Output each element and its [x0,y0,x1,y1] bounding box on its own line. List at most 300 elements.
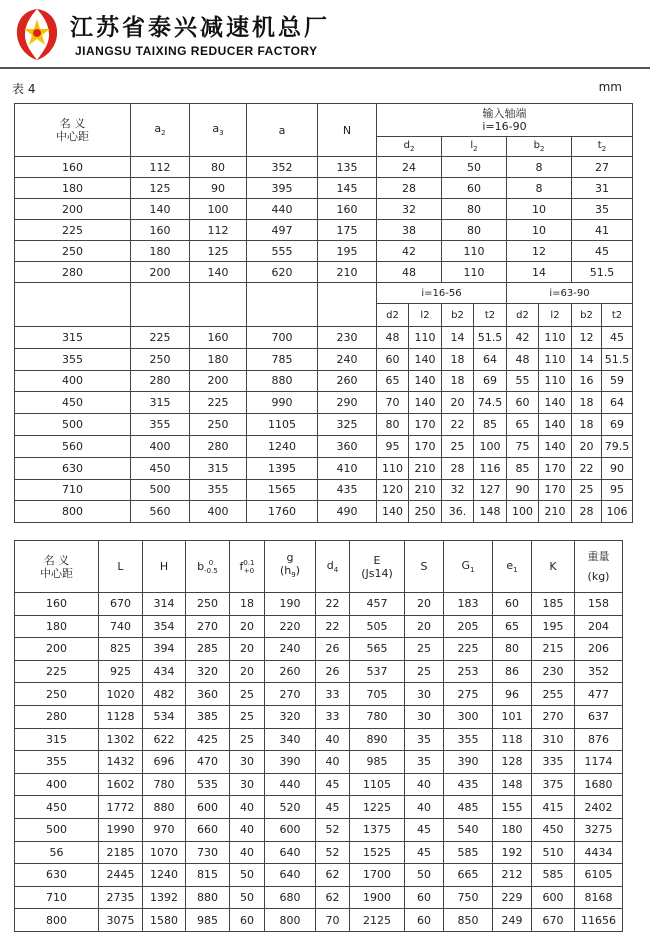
sub-header-row [15,283,633,304]
table-cell: 140 [409,348,442,370]
table-cell: 86 [493,660,532,683]
t2-header-L: L [99,541,143,593]
table-row [15,435,633,457]
table-cell: 800 [15,909,99,932]
table-cell: 110 [539,348,572,370]
table-cell: 95 [602,479,633,501]
table-cell: 128 [493,751,532,774]
table-cell: 8 [507,178,572,199]
table-cell: 400 [15,773,99,796]
table-cell: 630 [15,864,99,887]
header-b2-sub: 2 [539,145,545,153]
table-cell: 50 [230,886,265,909]
table-cell: 100 [507,501,539,523]
table-cell: 40 [316,751,350,774]
table-cell: 125 [131,178,190,199]
table-cell: 32 [377,199,442,220]
table-cell: 250 [15,683,99,706]
table-cell: 670 [532,909,575,932]
table-cell: 12 [572,327,602,349]
table-cell: 65 [493,615,532,638]
table-cell: 450 [15,392,131,414]
table-cell: 434 [143,660,186,683]
t2-header-G1-text: G [461,558,471,572]
table-cell: 270 [186,615,230,638]
table-cell: 660 [186,818,230,841]
table-cell: 285 [186,638,230,661]
table-row [15,178,633,199]
table-cell: 26 [316,638,350,661]
table-cell: 325 [318,414,377,436]
table-cell: 195 [318,241,377,262]
table-cell: 90 [507,479,539,501]
table-cell: 14 [442,327,474,349]
table-cell: 3075 [99,909,143,932]
table-row [15,241,633,262]
table-cell: 33 [316,705,350,728]
table-cell: 112 [190,220,247,241]
table-cell: 435 [318,479,377,501]
table-cell: 375 [532,773,575,796]
table-cell: 75 [507,435,539,457]
table-cell: 355 [190,479,247,501]
table-cell: 1525 [350,841,405,864]
table-cell: 485 [444,796,493,819]
table-cell: 33 [316,683,350,706]
table-cell: 60 [230,909,265,932]
table-cell: 200 [190,370,247,392]
table-cell: 212 [493,864,532,887]
ratio-range-header: i=16-56 [377,283,507,304]
table-cell: 64 [602,392,633,414]
table-cell: 280 [15,705,99,728]
table-row [15,220,633,241]
table-cell: 79.5 [602,435,633,457]
table-cell: 355 [444,728,493,751]
blank-cell [318,283,377,327]
table-cell: 45 [316,773,350,796]
table-cell: 876 [575,728,623,751]
table-cell: 80 [442,199,507,220]
table-cell: 270 [265,683,316,706]
table-cell: 160 [318,199,377,220]
header-n: N [318,104,377,157]
table-cell: 48 [507,348,539,370]
table-cell: 1375 [350,818,405,841]
header-b2 [507,137,572,157]
table-cell: 415 [532,796,575,819]
table-cell: 85 [507,457,539,479]
table-cell: 230 [532,660,575,683]
table-cell: 510 [532,841,575,864]
table-cell: 22 [316,593,350,616]
sub-column-header: d2 [377,304,409,327]
table-cell: 180 [15,178,131,199]
table-cell: 210 [539,501,572,523]
t2-header-g [265,541,316,593]
table-cell: 31 [572,178,633,199]
t2-header-E-tol: (Js14) [361,566,393,580]
table-cell: 200 [15,638,99,661]
table-cell: 25 [405,660,444,683]
table-cell: 315 [131,392,190,414]
table-cell: 40 [230,818,265,841]
table-cell: 229 [493,886,532,909]
table-cell: 38 [377,220,442,241]
sub-column-header: l2 [409,304,442,327]
table-cell: 74.5 [474,392,507,414]
table-row [15,796,623,819]
table-cell: 135 [318,157,377,178]
t2-header-weight [575,541,623,593]
company-logo-icon [12,5,62,63]
table-cell: 560 [15,435,131,457]
table-cell: 50 [405,864,444,887]
table-cell: 28 [377,178,442,199]
table-cell: 6105 [575,864,623,887]
t2-header-weight-text: 重量 [587,549,610,563]
table-cell: 8168 [575,886,623,909]
table-cell: 51.5 [602,348,633,370]
table-cell: 250 [186,593,230,616]
table-cell: 2735 [99,886,143,909]
table-cell: 560 [131,501,190,523]
table-cell: 45 [316,796,350,819]
table-cell: 106 [602,501,633,523]
table-cell: 280 [190,435,247,457]
table-cell: 18 [442,370,474,392]
table-cell: 140 [539,435,572,457]
table-cell: 52 [316,818,350,841]
table-cell: 140 [190,262,247,283]
table-row [15,479,633,501]
table-cell: 42 [507,327,539,349]
table-cell: 200 [131,262,190,283]
table-cell: 14 [507,262,572,283]
table-cell: 1020 [99,683,143,706]
table-cell: 1302 [99,728,143,751]
company-name-english: JIANGSU TAIXING REDUCER FACTORY [75,44,318,58]
table-cell: 206 [575,638,623,661]
table-cell: 696 [143,751,186,774]
t2-header-g-tol-sub: 9 [291,571,296,580]
table-cell: 90 [602,457,633,479]
table-cell: 497 [247,220,318,241]
table-cell: 40 [405,773,444,796]
table-cell: 210 [409,457,442,479]
table-cell: 700 [247,327,318,349]
table-cell: 585 [444,841,493,864]
t2-header-g-tol-end: ) [295,563,301,577]
table-row [15,262,633,283]
header-l2 [442,137,507,157]
t2-header-b0-text: b [197,559,205,573]
table-cell: 110 [409,327,442,349]
table-cell: 85 [474,414,507,436]
table-cell: 50 [442,157,507,178]
table-cell: 220 [265,615,316,638]
header-t2-sub: 2 [601,145,607,153]
table-cell: 210 [409,479,442,501]
table-cell: 255 [532,683,575,706]
table-cell: 680 [265,886,316,909]
table-cell: 435 [444,773,493,796]
t2-header-d4-text: d [326,558,334,572]
table-cell: 450 [15,796,99,819]
table-cell: 42 [377,241,442,262]
table-cell: 630 [15,457,131,479]
table-cell: 30 [405,705,444,728]
table-cell: 280 [131,370,190,392]
table-cell: 30 [230,773,265,796]
table-cell: 250 [409,501,442,523]
table-cell: 192 [493,841,532,864]
table-cell: 90 [190,178,247,199]
table-cell: 360 [186,683,230,706]
header-d2-sub: 2 [409,145,415,153]
table-cell: 314 [143,593,186,616]
table-cell: 20 [230,660,265,683]
table-cell: 1225 [350,796,405,819]
table-cell: 183 [444,593,493,616]
table-cell: 225 [190,392,247,414]
table-cell: 354 [143,615,186,638]
table-cell: 185 [532,593,575,616]
header-a: a [247,104,318,157]
header-a2-text: a [154,122,162,136]
table-cell: 440 [265,773,316,796]
table-cell: 8 [507,157,572,178]
table-cell: 40 [316,728,350,751]
table-cell: 11656 [575,909,623,932]
table-row [15,841,623,864]
table-cell: 30 [230,751,265,774]
table-cell: 35 [405,728,444,751]
table-cell: 25 [230,728,265,751]
header-a2-sub: 2 [161,129,166,138]
table-cell: 40 [230,796,265,819]
table-row [15,909,623,932]
table-cell: 205 [444,615,493,638]
table-cell: 18 [442,348,474,370]
table-cell: 2445 [99,864,143,887]
table-cell: 110 [539,370,572,392]
table-cell: 500 [15,818,99,841]
table-cell: 4434 [575,841,623,864]
table-cell: 1070 [143,841,186,864]
table-cell: 355 [15,751,99,774]
header-nominal-center-distance [15,104,131,157]
table-cell: 1602 [99,773,143,796]
table-cell: 352 [575,660,623,683]
table-cell: 600 [265,818,316,841]
table-cell: 50 [230,864,265,887]
table-cell: 59 [602,370,633,392]
header-l2-text: l [470,140,474,151]
table-cell: 52 [316,841,350,864]
header-a3-text: a [212,122,220,136]
table-cell: 800 [265,909,316,932]
header-a3 [190,104,247,157]
table-cell: 585 [532,864,575,887]
table-cell: 25 [230,683,265,706]
table-cell: 1105 [247,414,318,436]
table-cell: 400 [15,370,131,392]
table-cell: 240 [265,638,316,661]
table-cell: 32 [442,479,474,501]
table-cell: 880 [247,370,318,392]
table-row [15,348,633,370]
table-cell: 1174 [575,751,623,774]
table-cell: 240 [318,348,377,370]
table-cell: 140 [131,199,190,220]
table-row [15,199,633,220]
table-cell: 28 [572,501,602,523]
table-cell: 180 [493,818,532,841]
table-cell: 600 [186,796,230,819]
table-cell: 64 [474,348,507,370]
table-row [15,660,623,683]
table-cell: 110 [377,457,409,479]
t2-header-g-text: g [286,550,294,564]
blank-cell [247,283,318,327]
t2-header-name-line2: 中心距 [40,566,73,580]
table-cell: 225 [15,220,131,241]
header-input-shaft-title: 输入轴端 [482,107,527,120]
table-cell: 20 [572,435,602,457]
header-t2-text: t [597,140,602,151]
table-cell: 477 [575,683,623,706]
table-row [15,638,623,661]
table-cell: 850 [444,909,493,932]
table-cell: 225 [15,660,99,683]
table-cell: 985 [186,909,230,932]
unit-label: mm [598,80,622,94]
table-cell: 535 [186,773,230,796]
header-name-line2: 中心距 [56,130,89,143]
table-cell: 390 [444,751,493,774]
table-row [15,705,623,728]
table-cell: 315 [15,728,99,751]
t2-header-d4-sub: 4 [333,566,339,575]
table-cell: 400 [190,501,247,523]
table-cell: 145 [318,178,377,199]
table-cell: 160 [15,593,99,616]
table-cell: 95 [377,435,409,457]
table-row [15,773,623,796]
table-cell: 1900 [350,886,405,909]
table-cell: 1990 [99,818,143,841]
table-cell: 60 [442,178,507,199]
table-cell: 320 [186,660,230,683]
table-cell: 970 [143,818,186,841]
table-row [15,615,623,638]
table-cell: 170 [409,435,442,457]
table-cell: 482 [143,683,186,706]
table-cell: 25 [442,435,474,457]
table-cell: 48 [377,262,442,283]
table-cell: 60 [405,909,444,932]
table-cell: 110 [539,327,572,349]
header-a2 [131,104,190,157]
table-cell: 500 [15,414,131,436]
t2-header-g-tol [265,564,315,582]
table-cell: 35 [405,751,444,774]
table-cell: 180 [131,241,190,262]
table-cell: 41 [572,220,633,241]
t2-header-b0-sup: 0 [208,558,214,567]
table-cell: 18 [572,414,602,436]
table-cell: 148 [474,501,507,523]
sub-column-header: l2 [539,304,572,327]
table-cell: 20 [230,638,265,661]
blank-cell [190,283,247,327]
t2-header-f0-text: f [239,559,244,573]
t2-header-b0-sub: -0.5 [204,566,218,575]
t2-header-e1 [493,541,532,593]
header-ratio-range: i=16-90 [482,120,527,133]
table-cell: 1580 [143,909,186,932]
table-cell: 170 [409,414,442,436]
table-cell: 60 [507,392,539,414]
header-d2 [377,137,442,157]
table-cell: 48 [377,327,409,349]
table-cell: 60 [493,593,532,616]
table-cell: 275 [444,683,493,706]
company-name-chinese: 江苏省泰兴减速机总厂 [70,15,330,41]
table-cell: 25 [405,638,444,661]
table-cell: 100 [474,435,507,457]
table-cell: 990 [247,392,318,414]
table-cell: 65 [377,370,409,392]
table-cell: 740 [99,615,143,638]
table-cell: 45 [405,841,444,864]
table-cell: 36. [442,501,474,523]
table-cell: 18 [572,392,602,414]
table-cell: 225 [131,327,190,349]
table-cell: 1395 [247,457,318,479]
table-cell: 110 [442,241,507,262]
header-l2-sub: 2 [473,145,478,153]
table-row [15,392,633,414]
table-cell: 22 [316,615,350,638]
table-row [15,457,633,479]
table-row [15,370,633,392]
table-cell: 665 [444,864,493,887]
table-cell: 160 [15,157,131,178]
table-cell: 352 [247,157,318,178]
table-cell: 440 [247,199,318,220]
table-cell: 69 [602,414,633,436]
table-cell: 25 [230,705,265,728]
table-cell: 385 [186,705,230,728]
table-cell: 80 [377,414,409,436]
table-cell: 22 [572,457,602,479]
table-cell: 249 [493,909,532,932]
table-cell: 320 [265,705,316,728]
table-cell: 204 [575,615,623,638]
table-cell: 505 [350,615,405,638]
table-cell: 315 [190,457,247,479]
header-name-line1: 名 义 [59,117,86,130]
table-cell: 28 [442,457,474,479]
table-cell: 890 [350,728,405,751]
sub-column-header: b2 [572,304,602,327]
table-cell: 540 [444,818,493,841]
table-cell: 155 [493,796,532,819]
t2-header-H: H [143,541,186,593]
t2-header-G1 [444,541,493,593]
